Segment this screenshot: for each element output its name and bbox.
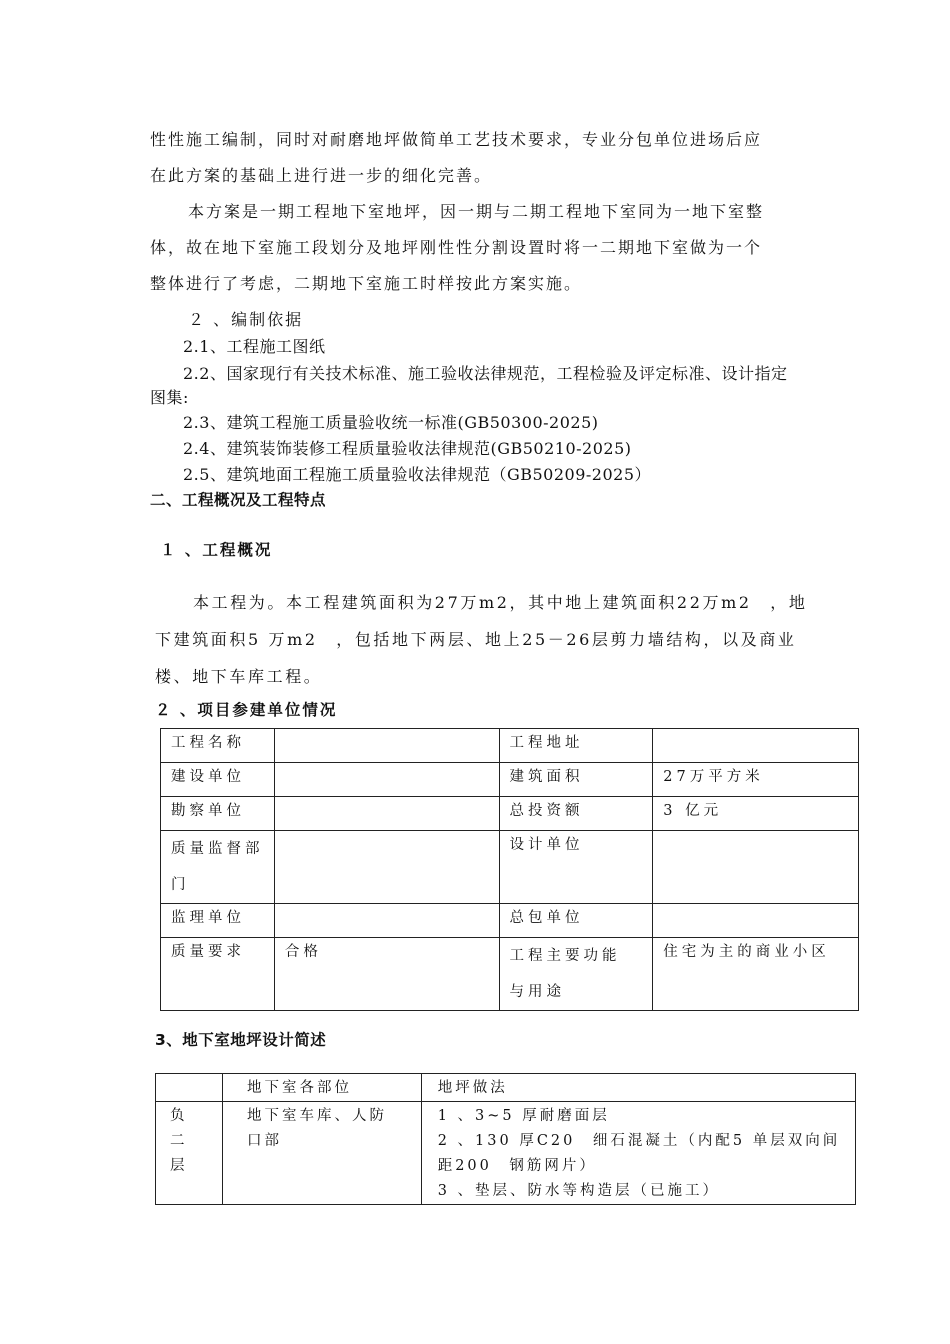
value-cell [274, 831, 499, 904]
table-row [161, 831, 859, 904]
overview-line-2: 下建筑面积5 万m2 ，包括地下两层、地上25－26层剪力墙结构，以及商业 [155, 630, 797, 649]
part-line: 口部 [246, 1133, 282, 1149]
overview-line-3: 楼、地下车库工程。 [155, 667, 323, 686]
basis-item-4: 2.4、建筑装饰装修工程质量验收法律规范(GB50210-2025) [183, 439, 632, 458]
overview-heading: １ 、工程概况 [160, 541, 273, 559]
label-cell: 总投资额 [499, 797, 653, 831]
label-cell [161, 831, 275, 904]
basis-item-3: 2.3、建筑工程施工质量验收统一标准(GB50300-2025) [183, 413, 599, 432]
table-row [161, 904, 859, 938]
label-cell: 工程地址 [499, 729, 653, 763]
value-cell [274, 904, 499, 938]
value-cell [274, 797, 499, 831]
header-cell: 地下室各部位 [222, 1074, 421, 1102]
label-cell: 工程名称 [161, 729, 275, 763]
value-cell [653, 904, 859, 938]
table-row [156, 1102, 856, 1205]
label-line: 工程主要功能 [509, 948, 621, 964]
part-line: 地下室车库、人防 [246, 1108, 387, 1124]
value-cell: 27万平方米 [653, 763, 859, 797]
label-cell: 监理单位 [161, 904, 275, 938]
value-cell [653, 831, 859, 904]
method-line: 3 、垫层、防水等构造层（已施工） [437, 1183, 721, 1199]
label-cell: 总包单位 [499, 904, 653, 938]
floor-design-heading: 3、地下室地坪设计简述 [155, 1031, 327, 1049]
table-row [156, 1074, 856, 1102]
units-heading: ２ 、项目参建单位情况 [155, 701, 338, 719]
level-line: 层 [170, 1158, 188, 1174]
basis-item-2b: 图集: [150, 388, 189, 407]
value-cell: 合格 [274, 938, 499, 1011]
label-cell: 建设单位 [161, 763, 275, 797]
label-cell: 勘察单位 [161, 797, 275, 831]
label-cell: 设计单位 [499, 831, 653, 904]
label-line: 与用途 [509, 984, 565, 1000]
intro-line-3: 本方案是一期工程地下室地坪，因一期与二期工程地下室同为一地下室整 [188, 202, 765, 221]
intro-line-4: 体，故在地下室施工段划分及地坪刚性性分割设置时将一二期地下室做为一个 [150, 238, 763, 257]
header-cell: 地坪做法 [421, 1074, 855, 1102]
part-cell [222, 1102, 421, 1205]
table-row [161, 797, 859, 831]
basis-item-5: 2.5、建筑地面工程施工质量验收法律规范（GB50209-2025） [183, 465, 652, 484]
units-table [160, 728, 859, 1011]
label-cell [499, 938, 653, 1011]
header-cell [156, 1074, 223, 1102]
level-line: 负 二 [170, 1108, 188, 1149]
value-cell [653, 729, 859, 763]
label-line: 门 [171, 877, 190, 893]
floor-table [155, 1073, 856, 1205]
label-line: 质量监督部 [171, 841, 264, 857]
value-cell [274, 729, 499, 763]
value-cell: 3 亿元 [653, 797, 859, 831]
basis-item-1: 2.1、工程施工图纸 [183, 337, 326, 356]
level-cell [156, 1102, 223, 1205]
section-heading: 二、工程概况及工程特点 [150, 491, 327, 509]
overview-line-1: 本工程为。本工程建筑面积为27万m2，其中地上建筑面积22万m2 ，地 [193, 593, 808, 612]
table-row [161, 763, 859, 797]
intro-line-2: 在此方案的基础上进行进一步的细化完善。 [150, 166, 493, 185]
basis-item-2a: 2.2、国家现行有关技术标准、施工验收法律规范，工程检验及评定标准、设计指定 [183, 364, 788, 383]
table-row [161, 938, 859, 1011]
method-line: 1 、3~5 厚耐磨面层 [437, 1108, 610, 1124]
label-cell: 建筑面积 [499, 763, 653, 797]
value-cell: 住宅为主的商业小区 [653, 938, 859, 1011]
method-line: 距200 钢筋网片） [437, 1158, 597, 1174]
method-cell [421, 1102, 855, 1205]
intro-line-5: 整体进行了考虑，二期地下室施工时样按此方案实施。 [150, 274, 583, 293]
table-row [161, 729, 859, 763]
intro-line-1: 性性施工编制，同时对耐磨地坪做简单工艺技术要求，专业分包单位进场后应 [150, 130, 763, 149]
method-line: 2 、130 厚C20 细石混凝土（内配5 单层双向间 [437, 1133, 841, 1149]
label-cell: 质量要求 [161, 938, 275, 1011]
basis-heading: ２ 、编制依据 [188, 310, 304, 329]
value-cell [274, 763, 499, 797]
